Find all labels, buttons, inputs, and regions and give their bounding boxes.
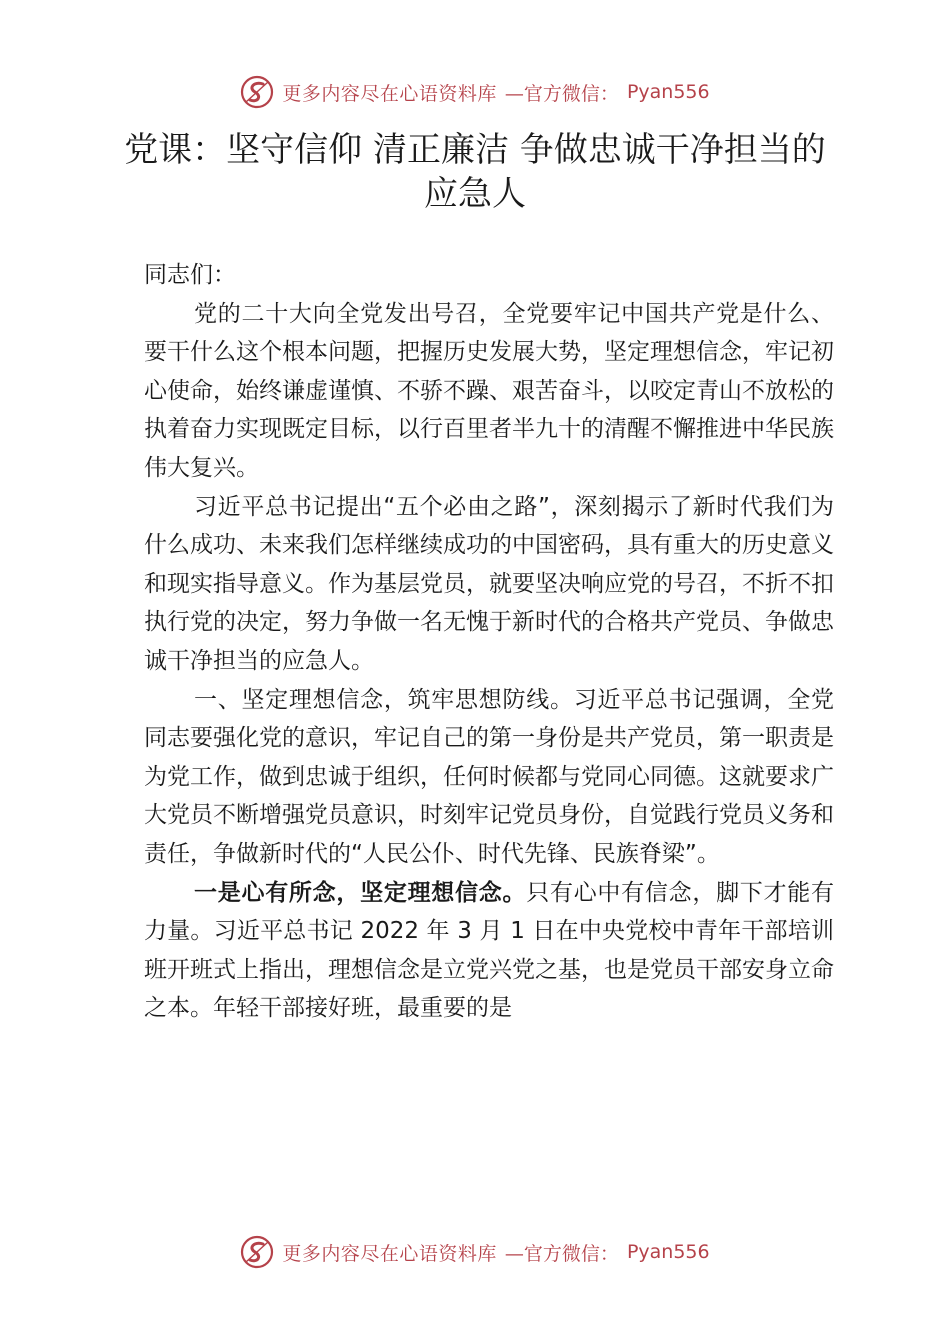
paragraph: 习近平总书记提出“五个必由之路”，深刻揭示了新时代我们为什么成功、未来我们怎样继续成功的中国密码，具有重大的历史意义和现实指导意义。作为基层党员，就要坚决响应党的号召，不折不扣执行党的决定，努力争做一名无愧于新时代的合格共产党员、争做忠诚干净担当的应急人。 [144,493,834,674]
banner-text: 更多内容尽在心语资料库 [282,82,497,105]
salutation: 同志们： [144,262,236,288]
banner-wechat-handle: Pyan556 [626,81,710,103]
paragraph: 党的二十大向全党发出号召，全党要牢记中国共产党是什么、要干什么这个根本问题，把握历史发展大势，坚定理想信念，牢记初心使命，始终谦虚谨慎、不骄不躁、艰苦奋斗，以咬定青山不放松的执着奋力实现既定目标，以行百里者半九十的清醒不懈推进中华民族伟大复兴。 [144,300,834,481]
stylized-s-logo-icon [240,75,274,109]
paragraph-lead-bold: 一是心有所念，坚定理想信念。 [194,879,527,906]
banner-text: 更多内容尽在心语资料库 [282,1242,497,1265]
document-title: 党课：坚守信仰 清正廉洁 争做忠诚干净担当的应急人 [124,130,826,214]
banner-wechat-handle: Pyan556 [626,1241,710,1263]
banner-separator: —官方微信： [504,82,619,105]
footer-watermark-banner [0,1232,950,1272]
stylized-s-logo-icon [240,1235,274,1269]
paragraph [144,874,834,1028]
paragraph-body: 只有心中有信念，脚下才能有力量。习近平总书记 2022 年 3 月 1 日在中央党校中青年干部培训班开班式上指出，理想信念是立党兴党之基，也是党员干部安身立命之本。年轻干部接好班，最重要的是 [144,879,835,1022]
document-body [144,256,834,1028]
header-watermark-banner [0,72,950,112]
banner-separator: —官方微信： [504,1242,619,1265]
paragraph: 一、坚定理想信念，筑牢思想防线。习近平总书记强调，全党同志要强化党的意识，牢记自己的第一身份是共产党员，第一职责是为党工作，做到忠诚于组织，任何时候都与党同心同德。这就要求广大党员不断增强党员意识，时刻牢记党员身份，自觉践行党员义务和责任，争做新时代的“人民公仆、时代先锋、民族脊梁”。 [144,686,834,867]
